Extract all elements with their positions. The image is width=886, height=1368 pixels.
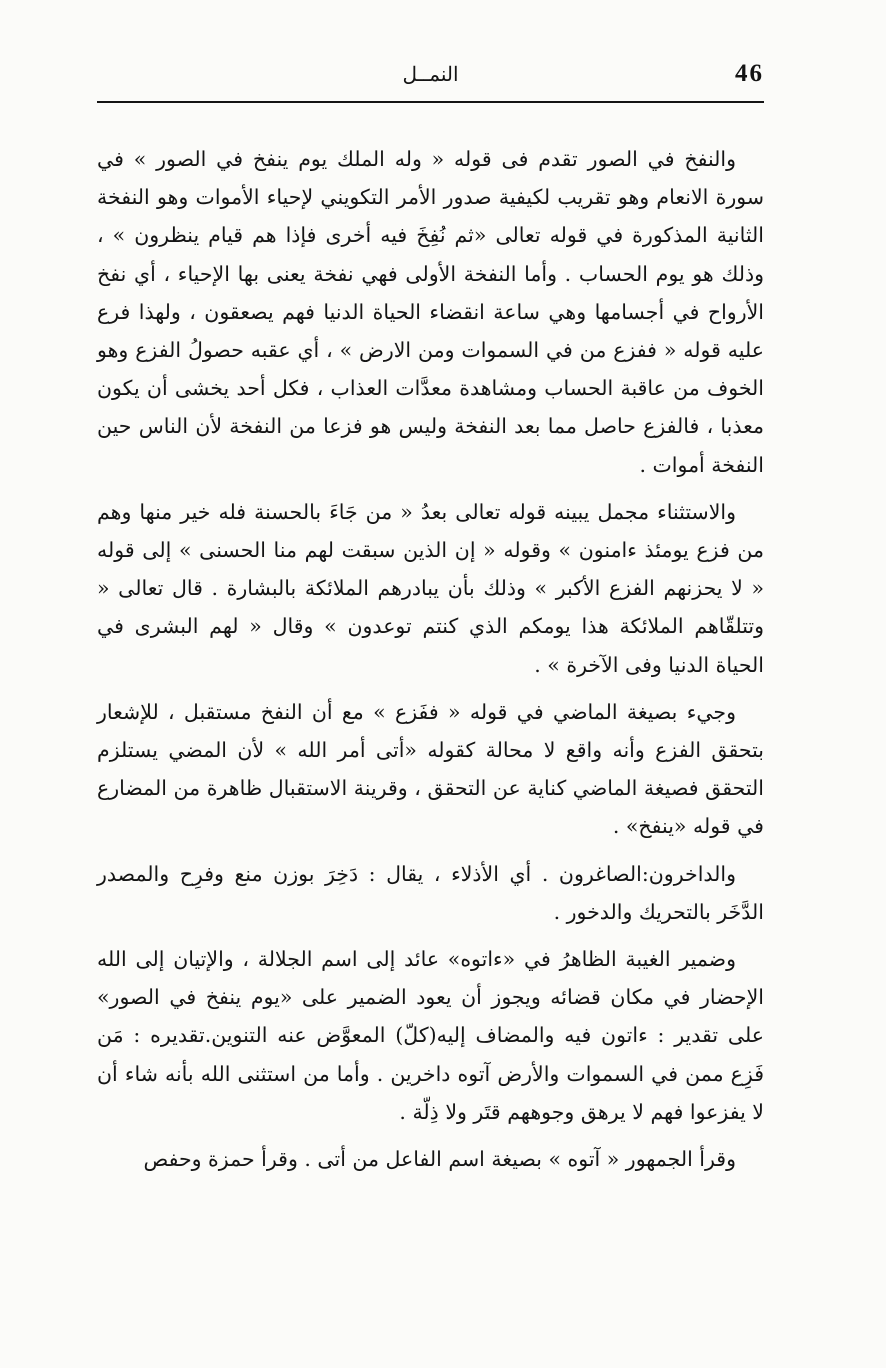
page-number: 46	[735, 60, 764, 87]
paragraph: والاستثناء مجمل يبينه قوله تعالى بعدُ « من جَاءَ بالحسنة فله خير منها وهم من فزع يومئذ ءامنون » وقوله « إن الذين سبقت لهم منا الحسنى » إلى قوله « لا يحزنهم الفزع الأكبر » وذلك بأن يبادرهم الملائكة بالبشارة . قال تعالى « وتتلقّاهم الملائكة هذا يومكم الذي كنتم توعدون » وقال « لهم البشرى في الحياة الدنيا وفى الآخرة » .	[97, 499, 764, 677]
page-body	[97, 140, 764, 1178]
paragraph: وجيء بصيغة الماضي في قوله « ففَزع » مع أن النفخ مستقبل ، للإشعار بتحقق الفزع وأنه واقع لا محالة كقوله «أتى أمر الله » لأن المضي يستلزم التحقق فصيغة الماضي كناية عن التحقق ، وقرينة الاستقبال ظاهرة من المضارع في قوله «ينفخ» .	[97, 699, 764, 839]
header-rule	[97, 101, 764, 103]
paragraph: والنفخ في الصور تقدم فى قوله « وله الملك يوم ينفخ في الصور » في سورة الانعام وهو تقريب لكيفية صدور الأمر التكويني لإحياء الأموات وهو النفخة الثانية المذكورة في قوله تعالى «ثم نُفِخَ فيه أخرى فإذا هم قيام ينظرون » ، وذلك هو يوم الحساب . وأما النفخة الأولى فهي نفخة يعنى بها الإحياء ، أي نفخ الأرواح في أجسامها وهي ساعة انقضاء الحياة الدنيا فهم يصعقون ، ولهذا فرع عليه قوله « ففزع من في السموات ومن الارض » ، أي عقبه حصولُ الفزع وهو الخوف من عاقبة الحساب ومشاهدة معدَّات العذاب ، فكل أحد يخشى أن يكون معذبا ، فالفزع حاصل مما بعد النفخة وليس هو فزعا من النفخة لأن الناس حين النفخة أموات .	[97, 147, 764, 477]
running-title: النمــل	[402, 62, 459, 86]
paragraph: وضمير الغيبة الظاهرُ في «ءاتوه» عائد إلى اسم الجلالة ، والإتيان إلى الله الإحضار في مكان قضائه ويجوز أن يعود الضمير على «يوم ينفخ في الصور» على تقدير : ءاتون فيه والمضاف إليه(كلّ) المعوَّض عنه التنوين.تقديره : مَن فَزِع ممن في السموات والأرض آتوه داخرين . وأما من استثنى الله بأنه شاء أن لا يفزعوا فهم لا يرهق وجوههم قتَر ولا ذِلّة .	[97, 947, 764, 1124]
paragraph: والداخرون:الصاغرون . أي الأذلاء ، يقال : دَخِرَ بوزن منع وفرِح والمصدر الدَّخَر بالتحريك والدخور .	[97, 861, 764, 924]
paragraph: وقرأ الجمهور « آتوه » بصيغة اسم الفاعل من أتى . وقرأ حمزة وحفص	[143, 1147, 736, 1172]
page-header	[97, 56, 764, 98]
